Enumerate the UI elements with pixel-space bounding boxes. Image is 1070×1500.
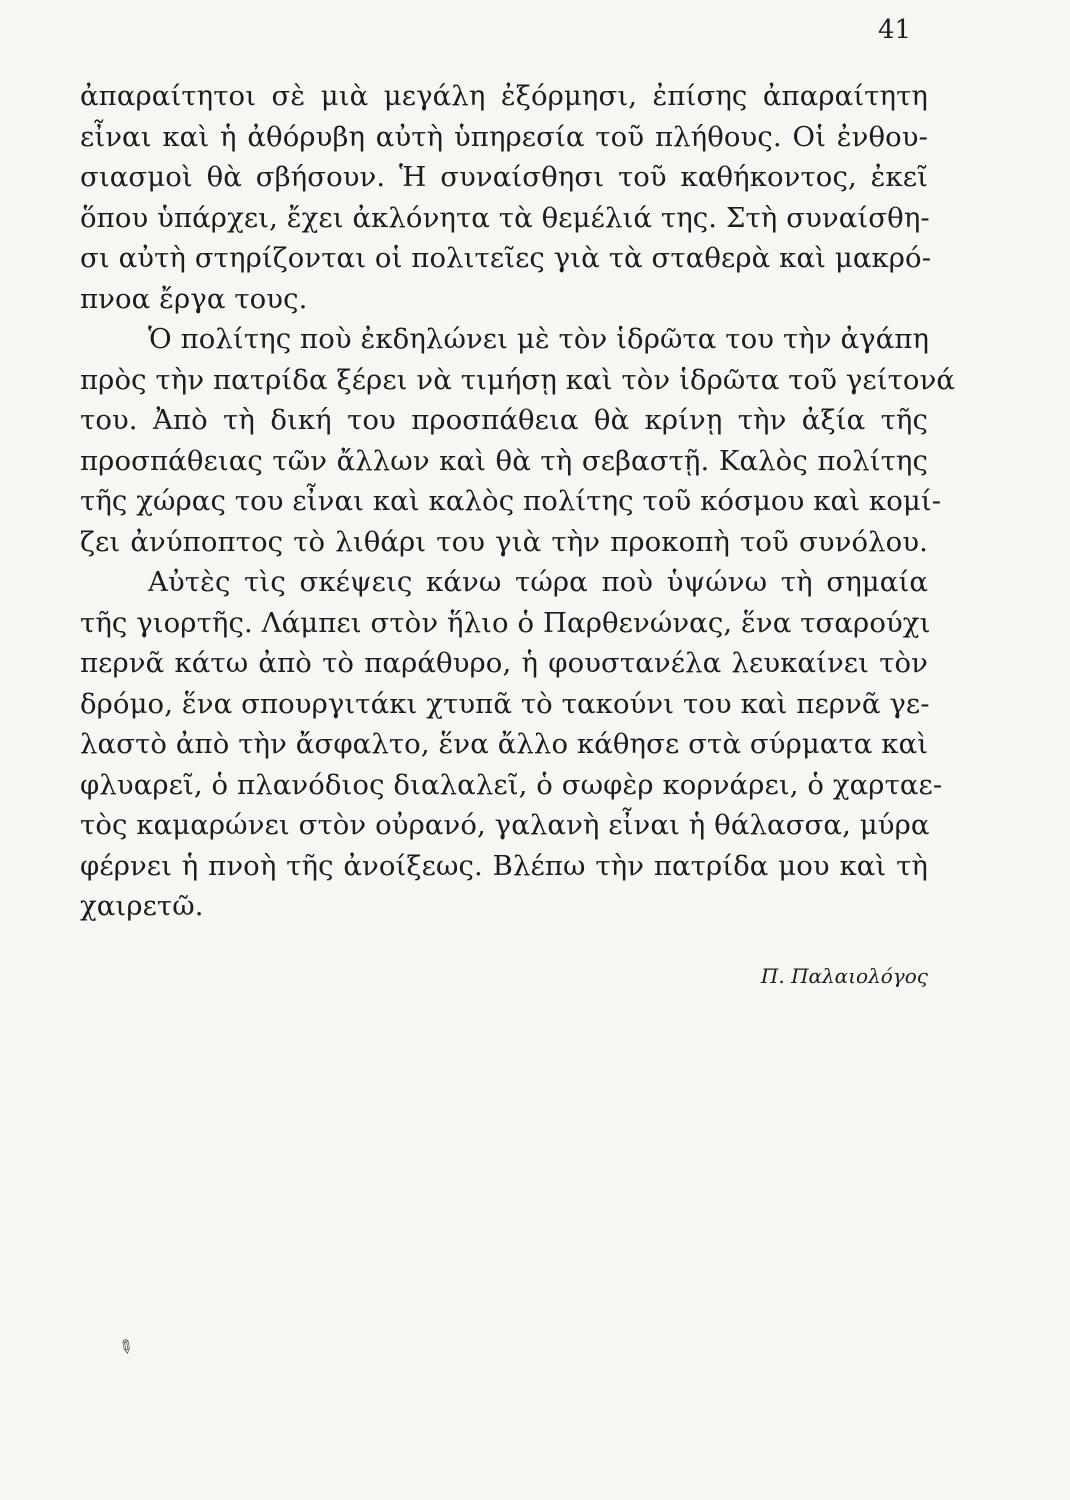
paragraph [80,319,956,562]
text-line: σιασμοὶ θὰ σβήσουν. Ἡ συναίσθησι τοῦ καθήκοντος, ἐκεῖ [80,161,928,193]
author-signature: Π. Παλαιολόγος [760,964,928,988]
paragraph [80,562,943,927]
text-line: προσπάθειας τῶν ἄλλων καὶ θὰ τὴ σεβαστῇ. Καλὸς πολίτης [80,444,928,477]
text-line: φέρνει ἡ πνοὴ τῆς ἀνοίξεως. Βλέπω τὴν πατρίδα μου καὶ τὴ [80,849,928,882]
text-line: φλυαρεῖ, ὁ πλανόδιος διαλαλεῖ, ὁ σωφὲρ κορνάρει, ὁ χαρταε- [80,768,943,801]
text-line: Αὐτὲς τὶς σκέψεις κάνω τώρα ποὺ ὑψώνω τὴ σημαία [148,566,928,598]
page-number: 41 [878,15,912,45]
text-line: πρὸς τὴν πατρίδα ξέρει νὰ τιμήσῃ καὶ τὸν ἱδρῶτα τοῦ γείτονά [80,363,956,396]
text-line: περνᾶ κάτω ἀπὸ τὸ παράθυρο, ἡ φουστανέλα λευκαίνει τὸν [80,647,928,679]
body-text [80,76,956,927]
text-line: του. Ἀπὸ τὴ δική του προσπάθεια θὰ κρίνῃ τὴν ἀξία τῆς [80,404,928,436]
text-line: ζει ἀνύποπτος τὸ λιθάρι του γιὰ τὴν προκοπὴ τοῦ συνόλου. [80,525,928,558]
text-line: λαστὸ ἀπὸ τὴν ἄσφαλτο, ἕνα ἄλλο κάθησε στὰ σύρματα καὶ [80,728,929,760]
text-line: σι αὐτὴ στηρίζονται οἱ πολιτεῖες γιὰ τὰ σταθερὰ καὶ μακρό- [80,242,932,274]
ink-speck-icon: ✎ [113,1334,138,1361]
text-line: ἀπαραίτητοι σὲ μιὰ μεγάλη ἐξόρμησι, ἐπίσης ἀπαραίτητη [80,80,928,112]
paragraph [80,76,932,319]
text-line: ὅπου ὑπάρχει, ἔχει ἀκλόνητα τὰ θεμέλιά της. Στὴ συναίσθη- [80,201,930,234]
text-line: τῆς γιορτῆς. Λάμπει στὸν ἥλιο ὁ Παρθενώνας, ἕνα τσαρούχι [80,606,931,639]
text-line: Ὁ πολίτης ποὺ ἐκδηλώνει μὲ τὸν ἱδρῶτα του τὴν ἀγάπη [148,323,930,355]
text-line: τὸς καμαρώνει στὸν οὐρανό, γαλανὴ εἶναι ἡ θάλασσα, μύρα [80,809,930,841]
text-line: χαιρετῶ. [80,890,204,922]
text-line: εἶναι καὶ ἡ ἀθόρυβη αὐτὴ ὑπηρεσία τοῦ πλήθους. Οἱ ἐνθου- [80,120,928,153]
text-line: τῆς χώρας του εἶναι καὶ καλὸς πολίτης τοῦ κόσμου καὶ κομί- [80,485,942,517]
text-line: πνοα ἔργα τους. [80,282,308,315]
text-line: δρόμο, ἕνα σπουργιτάκι χτυπᾶ τὸ τακούνι του καὶ περνᾶ γε- [80,687,930,720]
